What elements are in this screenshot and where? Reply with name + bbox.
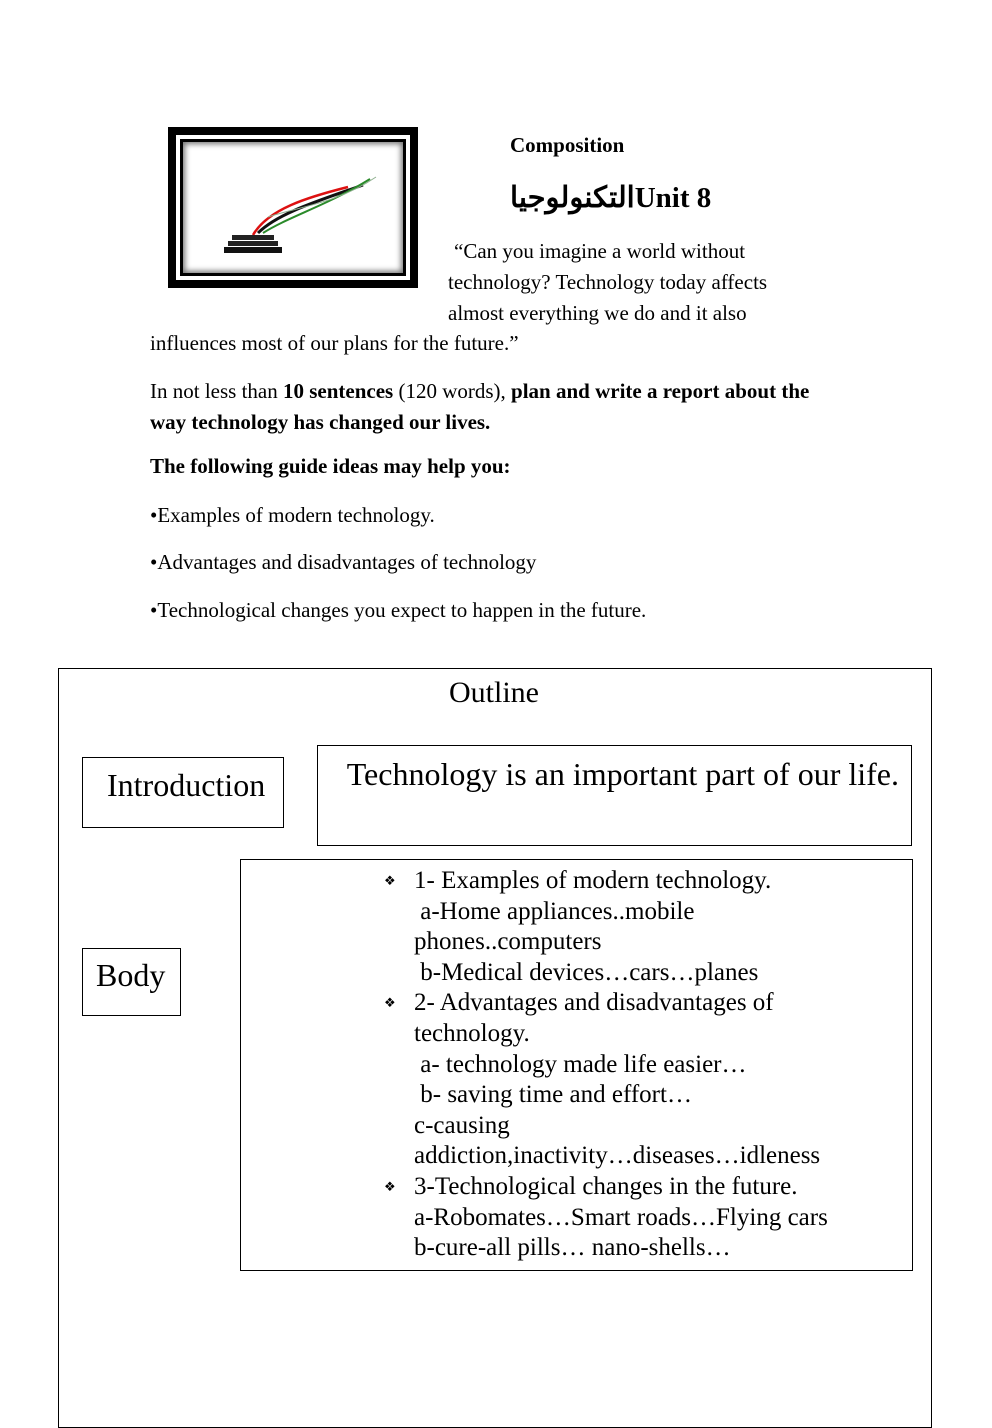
instructions-bold: plan and write a report about the way technology has changed our lives. [150, 379, 810, 434]
section-heading: Composition [510, 133, 625, 157]
body-subitem: b-Medical devices…cars…planes [414, 958, 759, 986]
diamond-bullet-icon: ❖ [384, 995, 396, 1011]
unit-heading [510, 180, 711, 215]
body-item [384, 866, 828, 897]
body-subitem: phones..computers [414, 928, 602, 956]
introduction-text-box [317, 745, 912, 846]
guide-title: The following guide ideas may help you: [150, 454, 511, 478]
introduction-label-box [82, 757, 284, 828]
body-item [384, 1172, 828, 1203]
instructions-text: In not less than [150, 379, 283, 403]
body-subitem: b- saving time and effort… [414, 1081, 692, 1109]
guide-bullet: •Advantages and disadvantages of technology [150, 550, 537, 574]
instructions-bold: 10 sentences [282, 379, 394, 403]
body-subitem: a- technology made life easier… [414, 1050, 747, 1078]
body-list [384, 866, 828, 1264]
quote [448, 236, 828, 329]
body-subitem: a-Robomates…Smart roads…Flying cars [414, 1203, 828, 1231]
body-subitem: b-cure-all pills… nano-shells… [414, 1234, 731, 1262]
body-label-box [82, 948, 181, 1016]
body-item-title: 1- Examples of modern technology. [414, 867, 772, 894]
body-item [384, 988, 828, 1019]
quote-line: almost everything we do and it also [448, 301, 747, 325]
body-item-title: 2- Advantages and disadvantages of [414, 989, 774, 1017]
body-label: Body [96, 957, 166, 993]
introduction-text: Technology is an important part of our life. [346, 756, 899, 792]
unit-arabic-title: التكنولوجيا [510, 182, 635, 214]
instructions-text: (120 words), [393, 379, 512, 403]
guide-bullet: •Examples of modern technology. [150, 503, 435, 527]
outline-title-text: Outline [449, 676, 539, 709]
outline-title [0, 676, 992, 710]
diamond-bullet-icon: ❖ [384, 873, 396, 888]
guide-bullet: •Technological changes you expect to happen in the future. [150, 598, 647, 622]
unit-title: Unit 8 [634, 182, 712, 214]
quote-line: influences most of our plans for the future.” [150, 331, 519, 355]
diamond-bullet-icon: ❖ [384, 1178, 396, 1194]
body-subitem: a-Home appliances..mobile [414, 897, 695, 925]
ministry-logo-icon [198, 157, 388, 257]
body-item-title: 3-Technological changes in the future. [414, 1172, 798, 1200]
instructions [150, 376, 830, 438]
body-subitem: technology. [414, 1019, 530, 1047]
body-subitem: c-causing [414, 1111, 510, 1139]
introduction-label: Introduction [107, 767, 266, 803]
quote-line: “Can you imagine a world without [454, 239, 746, 263]
quote-line: technology? Technology today affects [448, 270, 768, 294]
logo-frame [168, 127, 418, 288]
body-subitem: addiction,inactivity…diseases…idleness [414, 1142, 821, 1170]
